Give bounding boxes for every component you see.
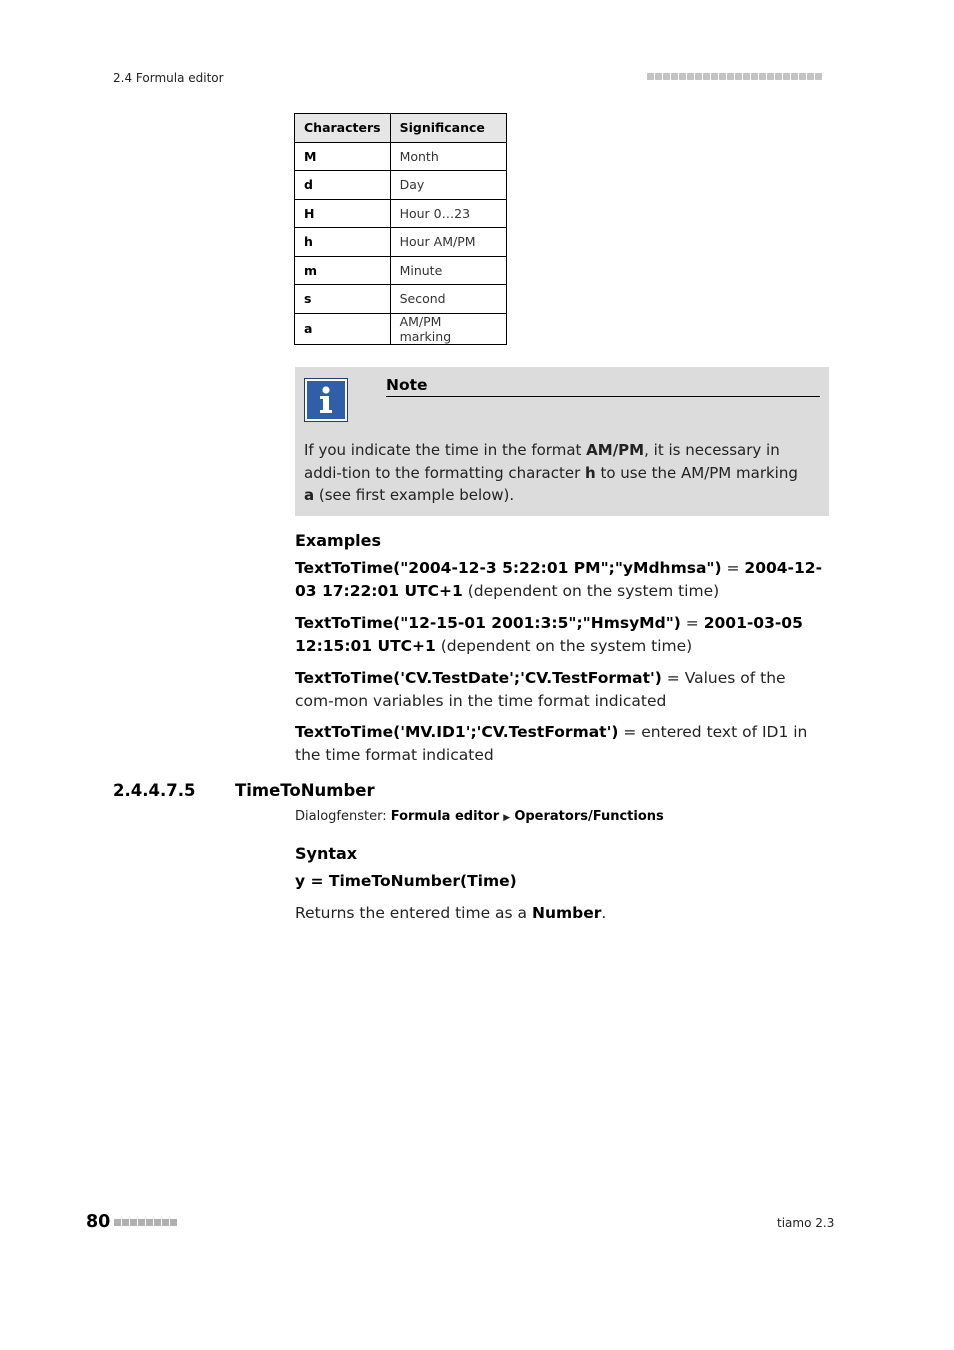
info-icon (304, 378, 348, 422)
table-cell: d (295, 171, 391, 200)
example-1: TextToTime("2004-12-3 5:22:01 PM";"yMdhmsa") = 2004-12-03 17:22:01 UTC+1 (dependent on the system time) (295, 559, 822, 600)
syntax-description: Returns the entered time as a Number. (295, 904, 607, 922)
table-cell: Minute (390, 256, 506, 285)
table-cell: h (295, 228, 391, 257)
table-cell: s (295, 285, 391, 314)
table-cell: Day (390, 171, 506, 200)
product-name: tiamo 2.3 (777, 1216, 835, 1230)
table-row (295, 199, 507, 228)
section-number: 2.4.4.7.5 (113, 781, 196, 800)
table-cell: m (295, 256, 391, 285)
footer-decoration (114, 1219, 177, 1226)
syntax-heading: Syntax (295, 844, 358, 863)
examples-heading: Examples (295, 531, 382, 550)
table-cell: Hour 0…23 (390, 199, 506, 228)
example-4: TextToTime('MV.ID1';'CV.TestFormat') = entered text of ID1 in the time format indicated (295, 723, 808, 764)
table-cell: H (295, 199, 391, 228)
format-characters-table (294, 113, 507, 345)
table-cell: AM/PM marking (390, 313, 506, 344)
column-header: Characters (295, 114, 391, 143)
table-cell: Second (390, 285, 506, 314)
table-row (295, 285, 507, 314)
syntax-code: y = TimeToNumber(Time) (295, 872, 517, 890)
header-decoration (647, 73, 829, 82)
running-header: 2.4 Formula editor (113, 71, 224, 85)
section-title: TimeToNumber (235, 781, 375, 800)
note-box (295, 367, 829, 516)
table-header-row (295, 114, 507, 143)
table-cell: a (295, 313, 391, 344)
table-row (295, 171, 507, 200)
table-cell: Hour AM/PM (390, 228, 506, 257)
example-3: TextToTime('CV.TestDate';'CV.TestFormat') = Values of the com-mon variables in the time format indicated (295, 669, 786, 710)
table-row (295, 313, 507, 344)
example-2: TextToTime("12-15-01 2001:3:5";"HmsyMd") = 2001-03-05 12:15:01 UTC+1 (dependent on the system time) (295, 614, 803, 655)
note-title: Note (386, 376, 820, 397)
dialog-path: Dialogfenster: Formula editor ▶ Operators/Functions (295, 809, 664, 824)
note-text: If you indicate the time in the format AM/PM, it is necessary in addi-tion to the formatting character h to use the AM/PM marking a (see first example below). (304, 441, 798, 504)
table-row (295, 142, 507, 171)
arrow-right-icon: ▶ (503, 813, 511, 823)
table-row (295, 256, 507, 285)
column-header: Significance (390, 114, 506, 143)
table-row (295, 228, 507, 257)
table-cell: Month (390, 142, 506, 171)
table-cell: M (295, 142, 391, 171)
page-number: 80 (86, 1212, 111, 1232)
